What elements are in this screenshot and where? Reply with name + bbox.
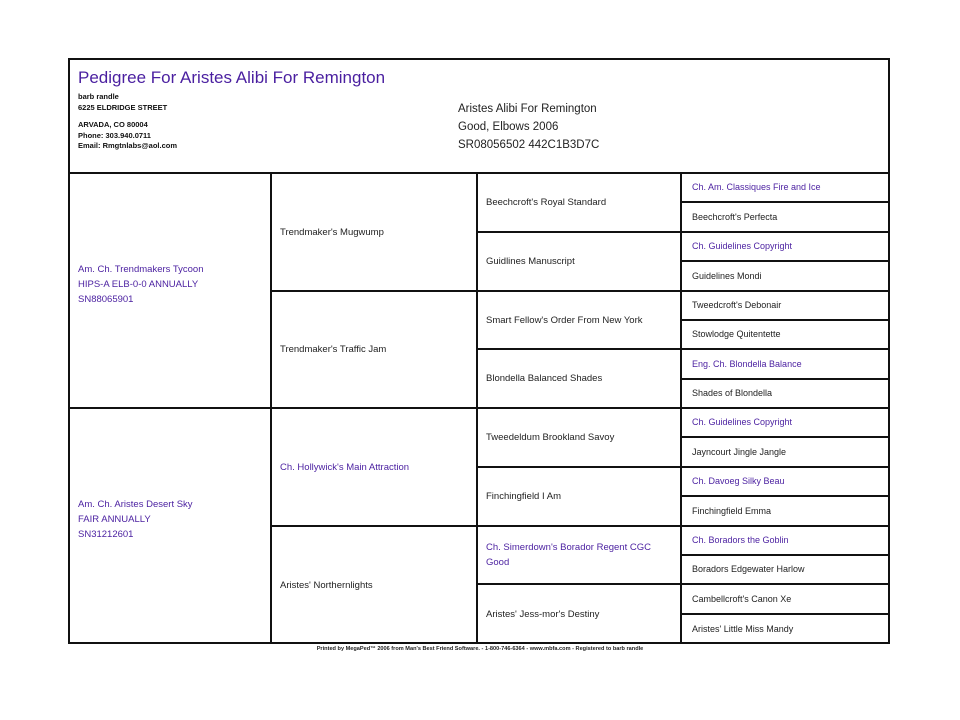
ancestor-name: Aristes' Jess-mor's Destiny (486, 609, 600, 620)
footer-credit: Printed by MegaPed™ 2006 from Man's Best Friend Software. - 1-800-746-6364 - www.mbfa.com - Registered to barb randle (316, 646, 644, 652)
ancestor-name: Boradors Edgewater Harlow (692, 564, 805, 574)
ancestor-name: Tweedcroft's Debonair (692, 300, 782, 310)
ancestor-name: Shades of Blondella (692, 388, 773, 398)
ancestor-name: Tweedeldum Brookland Savoy (486, 432, 615, 443)
grandparent-cell (272, 527, 478, 644)
great-great-grandparent-cell (682, 174, 888, 203)
ancestor-detail: SN31212601 (78, 529, 134, 540)
great-grandparent-cell (478, 409, 682, 468)
great-grandparent-cell (478, 585, 682, 644)
great-great-grandparent-cell (682, 292, 888, 321)
ancestor-name: Ch. Am. Classiques Fire and Ice (692, 182, 821, 192)
breeder-contact (78, 92, 177, 152)
great-great-grandparent-cell (682, 409, 888, 438)
great-great-grandparent-cell (682, 438, 888, 468)
ancestor-name: Stowlodge Quitentette (692, 329, 781, 339)
dog-details: Good, Elbows 2006 (458, 121, 559, 133)
ancestor-name: Beechcroft's Royal Standard (486, 197, 607, 208)
ancestor-name: Smart Fellow's Order From New York (486, 314, 643, 326)
ancestor-name: Jayncourt Jingle Jangle (692, 446, 787, 457)
great-great-grandparent-cell (682, 527, 888, 556)
ancestor-name: Ch. Guidelines Copyright (692, 241, 793, 251)
great-great-grandparent-cell (682, 321, 888, 350)
great-grandparent-cell (478, 527, 682, 585)
ancestor-detail: HIPS-A ELB-0-0 ANNUALLY (78, 279, 199, 290)
ancestor-name: Finchingfield Emma (692, 505, 772, 516)
breeder-email: Email: Rmgtnlabs@aol.com (78, 141, 177, 150)
ancestor-name: Cambellcroft's Canon Xe (692, 593, 792, 604)
ancestor-name: Trendmaker's Traffic Jam (280, 344, 387, 355)
ancestor-name: Guidelines Mondi (692, 270, 762, 281)
grandparent-cell (272, 174, 478, 292)
great-great-grandparent-cell (682, 556, 888, 585)
ancestor-name: Ch. Guidelines Copyright (692, 417, 793, 427)
ancestor-name: Aristes' Little Miss Mandy (692, 624, 794, 634)
dog-registration: SR08056502 442C1B3D7C (458, 139, 600, 151)
page-title: Pedigree For Aristes Alibi For Remington (78, 68, 386, 87)
ancestor-name: Ch. Simerdown's Borador Regent CGC Good (486, 542, 651, 568)
great-grandparent-cell (478, 174, 682, 233)
ancestor-detail: FAIR ANNUALLY (78, 514, 151, 525)
great-great-grandparent-cell (682, 233, 888, 262)
ancestor-name: Eng. Ch. Blondella Balance (692, 358, 802, 369)
breeder-street: 6225 ELDRIDGE STREET (78, 102, 168, 112)
great-great-grandparent-cell (682, 380, 888, 409)
breeder-city: ARVADA, CO 80004 (78, 120, 148, 129)
ancestor-detail: SN88065901 (78, 294, 134, 305)
great-great-grandparent-cell (682, 203, 888, 233)
great-great-grandparent-cell (682, 262, 888, 292)
great-great-grandparent-cell (682, 615, 888, 644)
ancestor-name: Guidlines Manuscript (486, 256, 575, 267)
ancestor-name: Am. Ch. Trendmakers Tycoon (78, 264, 204, 275)
ancestor-name: Ch. Boradors the Goblin (692, 535, 789, 545)
ancestor-name: Aristes' Northernlights (280, 580, 373, 591)
ancestor-name: Trendmaker's Mugwump (280, 226, 384, 238)
breeder-phone: Phone: 303.940.0711 (78, 130, 151, 140)
pedigree-grid (70, 174, 888, 644)
great-great-grandparent-cell (682, 350, 888, 380)
sire-dam-cell (70, 174, 272, 409)
ancestor-name: Beechcroft's Perfecta (692, 211, 778, 222)
dog-name: Aristes Alibi For Remington (458, 103, 597, 115)
pedigree-header (70, 60, 888, 174)
great-great-grandparent-cell (682, 585, 888, 615)
breeder-name: barb randle (78, 92, 119, 101)
ancestor-name: Blondella Balanced Shades (486, 373, 603, 384)
grandparent-cell (272, 409, 478, 527)
dog-info (458, 100, 599, 154)
ancestor-name: Finchingfield I Am (486, 491, 561, 502)
great-great-grandparent-cell (682, 497, 888, 527)
great-grandparent-cell (478, 292, 682, 350)
sire-dam-cell (70, 409, 272, 644)
great-grandparent-cell (478, 468, 682, 527)
ancestor-name: Am. Ch. Aristes Desert Sky (78, 499, 193, 510)
great-grandparent-cell (478, 350, 682, 409)
great-great-grandparent-cell (682, 468, 888, 497)
pedigree-sheet (68, 58, 890, 644)
ancestor-name: Ch. Davoeg Silky Beau (692, 476, 785, 486)
great-grandparent-cell (478, 233, 682, 292)
grandparent-cell (272, 292, 478, 409)
ancestor-name: Ch. Hollywick's Main Attraction (280, 461, 410, 473)
